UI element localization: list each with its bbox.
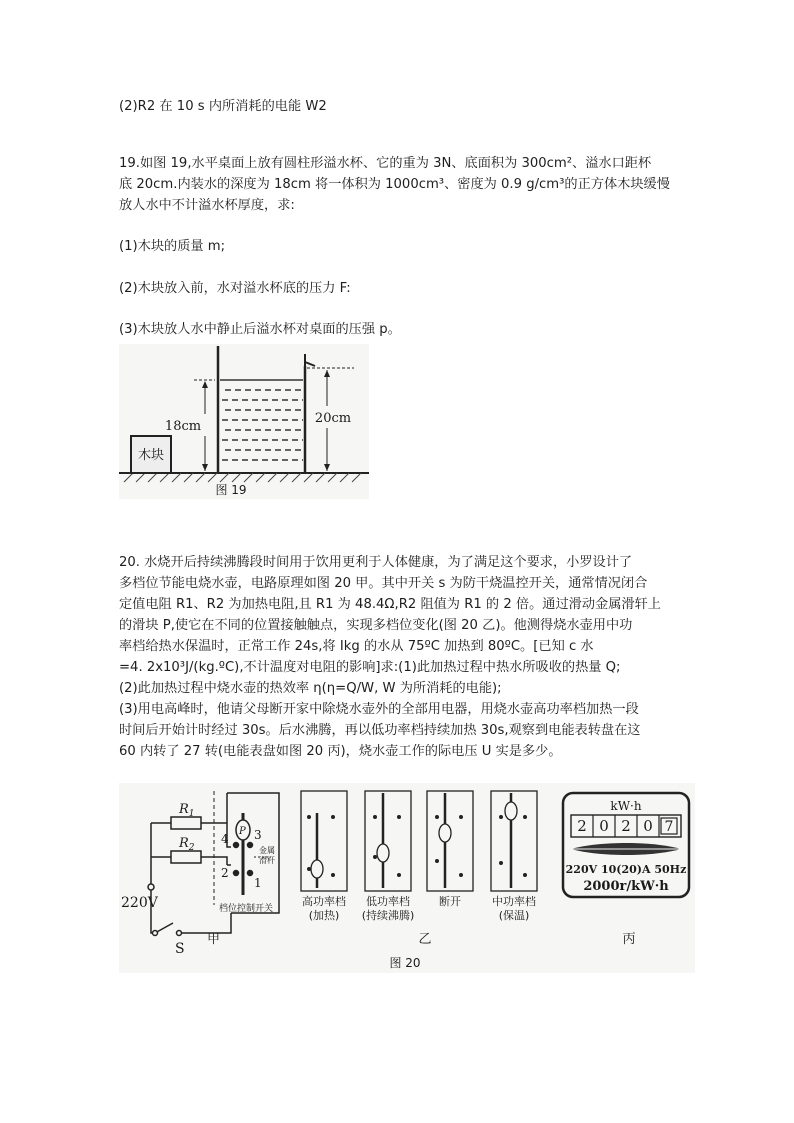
switch-caption: 档位控制开关 — [219, 904, 274, 914]
contact-4-label: 4 — [221, 832, 229, 846]
question-20-part2: (2)此加热过程中烧水壶的热效率 η(η=Q/W, W 为所消耗的电能); — [119, 681, 502, 696]
question-20-line3: 定值电阻 R1、R2 为加热电阻,且 R1 为 48.4Ω,R2 阻值为 R1 的 2 倍。通过滑动金属滑轩上 — [119, 597, 661, 612]
switch-s-label: S — [175, 941, 185, 957]
question-18-part2: (2)R2 在 10 s 内所消耗的电能 W2 — [119, 99, 327, 114]
label-jia: 甲 — [207, 932, 221, 947]
metal-rod-label-2: 滑杆 — [259, 856, 275, 865]
question-19-part3: (3)木块放人水中静止后溢水杯对桌面的压强 p。 — [119, 322, 401, 337]
state-off-line1: 断开 — [439, 895, 461, 908]
state-medium-line2: (保温) — [498, 909, 530, 922]
resistor-r1 — [171, 817, 201, 829]
figure-20 — [119, 783, 695, 973]
question-19-part2: (2)木块放入前，水对溢水杯底的压力 F: — [119, 281, 351, 296]
contact-1 — [248, 871, 253, 876]
r2-label: $R_2$ — [179, 836, 195, 853]
figure-19 — [119, 344, 369, 499]
question-19-line3: 放人水中不计溢水杯厚度，求: — [119, 198, 295, 213]
switch-state-off — [427, 791, 473, 891]
meter-digit-1: 2 — [577, 817, 587, 835]
state-high-line2: (加热) — [308, 909, 340, 922]
meter-digit-3: 2 — [621, 817, 631, 835]
wood-block-label: 木块 — [137, 448, 165, 463]
meter-digit-5: 7 — [664, 819, 674, 835]
state-low-line1: 低功率档 — [366, 895, 410, 908]
slider-p-label: P — [239, 826, 246, 837]
label-bing: 丙 — [622, 932, 636, 947]
question-19-line1: 19.如图 19,水平桌面上放有圆柱形溢水杯、它的重为 3N、底面积为 300cm²、溢水口距杯 — [119, 156, 652, 171]
meter-unit: kW·h — [610, 799, 642, 813]
contact-2-label: 2 — [221, 866, 229, 880]
contact-2 — [234, 871, 239, 876]
switch-state-medium — [491, 791, 537, 891]
question-19-line2: 底 20cm.内装水的深度为 18cm 将一体积为 1000cm³、密度为 0.9 g/cm³的正方体木块缓慢 — [119, 177, 670, 192]
contact-3 — [248, 843, 253, 848]
figure-19-caption: 图 19 — [215, 483, 247, 497]
question-20-line1: 20. 水烧开后持续沸腾段时间用于饮用更利于人体健康，为了满足这个要求，小罗设计了 — [119, 555, 633, 570]
state-high-line1: 高功率档 — [302, 895, 346, 908]
meter-digit-4: 0 — [643, 817, 653, 835]
state-medium-line1: 中功率档 — [492, 895, 536, 908]
question-20-line2: 多档位节能电烧水壶，电路原理如图 20 甲。其中开关 s 为防干烧温控开关，通常情况闭合 — [119, 576, 648, 591]
depth-label: 18cm — [164, 419, 202, 434]
height-label: 20cm — [314, 411, 352, 426]
question-20-part3-line1: (3)用电高峰时，他请父母断开家中除烧水壶外的全部用电器，用烧水壶高功率档加热一段 — [119, 702, 639, 717]
r1-label: $R_1$ — [179, 802, 195, 819]
question-20-line5: 率档给热水保温时，正常工作 24s,将 Ikg 的水从 75ºC 加热到 80ºC。[已知 c 水 — [119, 639, 594, 654]
meter-rating: 220V 10(20)A 50Hz — [565, 863, 687, 876]
question-20-line4: 的滑块 P,使它在不同的位置接触触点，实现多档位变化(图 20 乙)。他测得烧水壶用中功 — [119, 618, 633, 633]
label-yi: 乙 — [418, 932, 432, 947]
question-20-line6: =4. 2x10³J/(kg.ºC),不计温度对电阻的影响]求:(1)此加热过程中热水所吸收的热量 Q; — [119, 660, 621, 675]
contact-4 — [234, 843, 239, 848]
question-20-part3-line3: 60 内转了 27 转(电能表盘如图 20 丙)，烧水壶工作的际电压 U 实是多少。 — [119, 744, 562, 759]
contact-1-label: 1 — [254, 876, 262, 890]
voltage-label: 220V — [121, 895, 158, 911]
question-19-part1: (1)木块的质量 m; — [119, 239, 226, 254]
meter-constant: 2000r/kW·h — [583, 879, 669, 894]
switch-state-low — [365, 791, 411, 891]
metal-rod-label-1: 金属 — [259, 846, 275, 855]
switch-state-high — [301, 791, 347, 891]
contact-3-label: 3 — [254, 828, 262, 842]
figure-20-caption: 图 20 — [389, 956, 421, 970]
switch-s-contact — [177, 931, 182, 936]
state-low-line2: (持续沸腾) — [361, 909, 415, 922]
question-20-part3-line2: 时间后开始计时经过 30s。后水沸腾，再以低功率档持续加热 30s,观察到电能表转盘在这 — [119, 723, 641, 738]
resistor-r2 — [171, 851, 201, 863]
terminal-left — [148, 884, 154, 890]
switch-s-pivot — [153, 931, 158, 936]
meter-digit-2: 0 — [599, 817, 609, 835]
